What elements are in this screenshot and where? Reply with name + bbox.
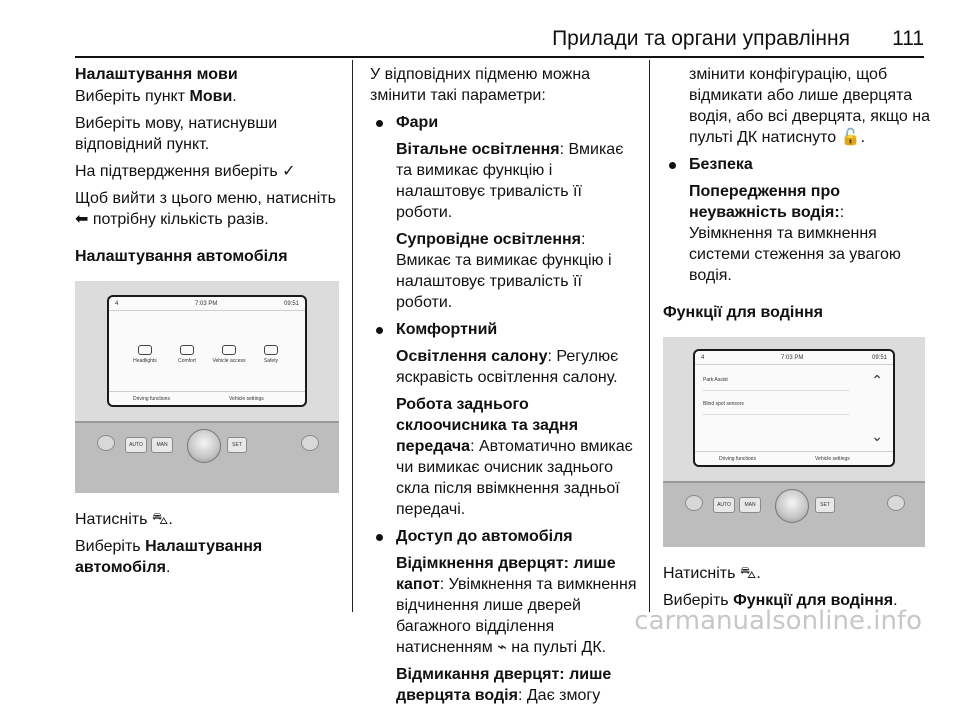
bottom-tabs — [109, 391, 305, 405]
man-button[interactable]: MAN — [151, 437, 173, 453]
bottom-tabs-2 — [695, 451, 893, 465]
tile-comfort[interactable]: Comfort — [167, 345, 207, 365]
vehicle-press-step: Натисніть ⛍. — [75, 511, 173, 528]
page-number: 111 — [892, 27, 924, 50]
shield-icon — [264, 345, 278, 355]
set-button[interactable]: SET — [227, 437, 247, 453]
status-bar: 4 7:03 PM 09:51 — [109, 297, 305, 311]
driver-drowsiness-alert: Попередження про неуважність водія:: Увімкнення та вимкнення системи стеження за увагою водія. — [689, 183, 901, 284]
panel-right-button[interactable] — [301, 435, 319, 451]
tailgate-remote-icon: ⌁ — [497, 639, 507, 656]
vehicle-select-step: Виберіть Налаштування автомобіля. — [75, 538, 263, 576]
language-step-2: Виберіть мову, натиснувши відповідний пункт. — [75, 115, 278, 153]
hazard-button-2[interactable] — [685, 495, 703, 511]
tile-vehicle-access[interactable]: Vehicle access — [209, 345, 249, 365]
bulb-icon — [180, 345, 194, 355]
infotainment-screen — [107, 295, 307, 407]
tab-vehicle-settings-2[interactable]: Vehicle settings — [815, 456, 850, 462]
unlock-tailgate-only: Відімкнення дверцят: лише капот: Увімкнення та вимкнення відчинення лише дверей багажного відділення натисненням ⌁ на пульті ДК. — [396, 555, 637, 656]
interior-lighting: Освітлення салону: Регулює яскравість освітлення салону. — [396, 348, 619, 386]
column-3 — [663, 64, 931, 617]
tab-vehicle-settings[interactable]: Vehicle settings — [229, 396, 264, 402]
driving-functions-figure — [663, 337, 925, 547]
list-item[interactable]: Park Assist — [703, 369, 849, 391]
rear-wiper: Робота заднього склоочисника та задня передача: Автоматично вмикає чи вимикає очисник заднього скла після ввімкнення задньої передачі. — [396, 396, 633, 518]
scroll-up-icon[interactable]: ⌃ — [871, 372, 883, 388]
rotary-knob[interactable] — [187, 429, 221, 463]
set-button-2[interactable]: SET — [815, 497, 835, 513]
rotary-knob-2[interactable] — [775, 489, 809, 523]
language-settings-heading: Налаштування мови — [75, 66, 238, 83]
car-settings-icon: ⛍ — [151, 511, 169, 528]
man-button-2[interactable]: MAN — [739, 497, 761, 513]
page-header — [0, 26, 960, 56]
column-1 — [75, 64, 345, 584]
vehicle-settings-figure — [75, 281, 339, 493]
driving-press-step: Натисніть ⛍. — [663, 565, 761, 582]
bullet-comfort: Комфортний — [370, 319, 640, 340]
status-bar-2: 4 7:03 PM 09:51 — [695, 351, 893, 365]
tile-safety[interactable]: Safety — [251, 345, 291, 365]
submenu-intro: У відповідних підменю можна змінити такі параметри: — [370, 66, 591, 104]
hazard-button[interactable] — [97, 435, 115, 451]
unlock-continuation: змінити конфігурацію, щоб відмикати або лише дверцята водія, або всі дверцята, якщо на пульті ДК натиснуто 🔓. — [689, 66, 930, 146]
language-step-3: На підтвердження виберіть ✓ — [75, 163, 296, 180]
driving-functions-heading: Функції для водіння — [663, 304, 824, 321]
auto-button-2[interactable]: AUTO — [713, 497, 735, 513]
vehicle-settings-heading: Налаштування автомобіля — [75, 248, 288, 265]
tile-headlights[interactable]: Headlights — [125, 345, 165, 365]
bullet-headlights: Фари — [370, 112, 640, 133]
scroll-down-icon[interactable]: ⌄ — [871, 428, 883, 444]
back-arrow-icon: ⬅ — [75, 211, 89, 228]
car-settings-icon: ⛍ — [739, 565, 757, 582]
watermark: carmanualsonline.info — [634, 606, 922, 636]
header-title: Прилади та органи управління — [552, 27, 850, 50]
header-rule — [75, 56, 924, 58]
welcome-lighting: Вітальне освітлення: Вмикає та вимикає функцію і налаштовує тривалість її роботи. — [396, 141, 624, 221]
headlight-icon — [138, 345, 152, 355]
unlock-driver-door-only: Відмикання дверцят: лише дверцята водія: Дає змогу — [396, 666, 612, 704]
bullet-vehicle-access: Доступ до автомобіля — [370, 526, 640, 547]
language-step-4: Щоб вийти з цього меню, натисніть ⬅ потрібну кількість разів. — [75, 190, 336, 228]
key-icon — [222, 345, 236, 355]
panel-right-button-2[interactable] — [887, 495, 905, 511]
tab-driving-functions-2[interactable]: Driving functions — [719, 456, 756, 462]
column-2 — [370, 64, 640, 706]
driving-select-step: Виберіть Функції для водіння. — [663, 592, 898, 609]
list-item[interactable]: Blind spot sensors — [703, 393, 849, 415]
infotainment-screen-2 — [693, 349, 895, 467]
column-divider-2 — [649, 60, 650, 612]
tab-driving-functions[interactable]: Driving functions — [133, 396, 170, 402]
checkmark-icon: ✓ — [282, 163, 296, 180]
language-step-1: Виберіть пункт Мови. — [75, 88, 237, 105]
auto-button[interactable]: AUTO — [125, 437, 147, 453]
exit-lighting: Супровідне освітлення: Вмикає та вимикає функцію і налаштовує тривалість її роботи. — [396, 231, 612, 311]
column-divider-1 — [352, 60, 353, 612]
bullet-safety: Безпека — [663, 154, 931, 175]
unlock-icon: 🔓 — [840, 129, 861, 146]
